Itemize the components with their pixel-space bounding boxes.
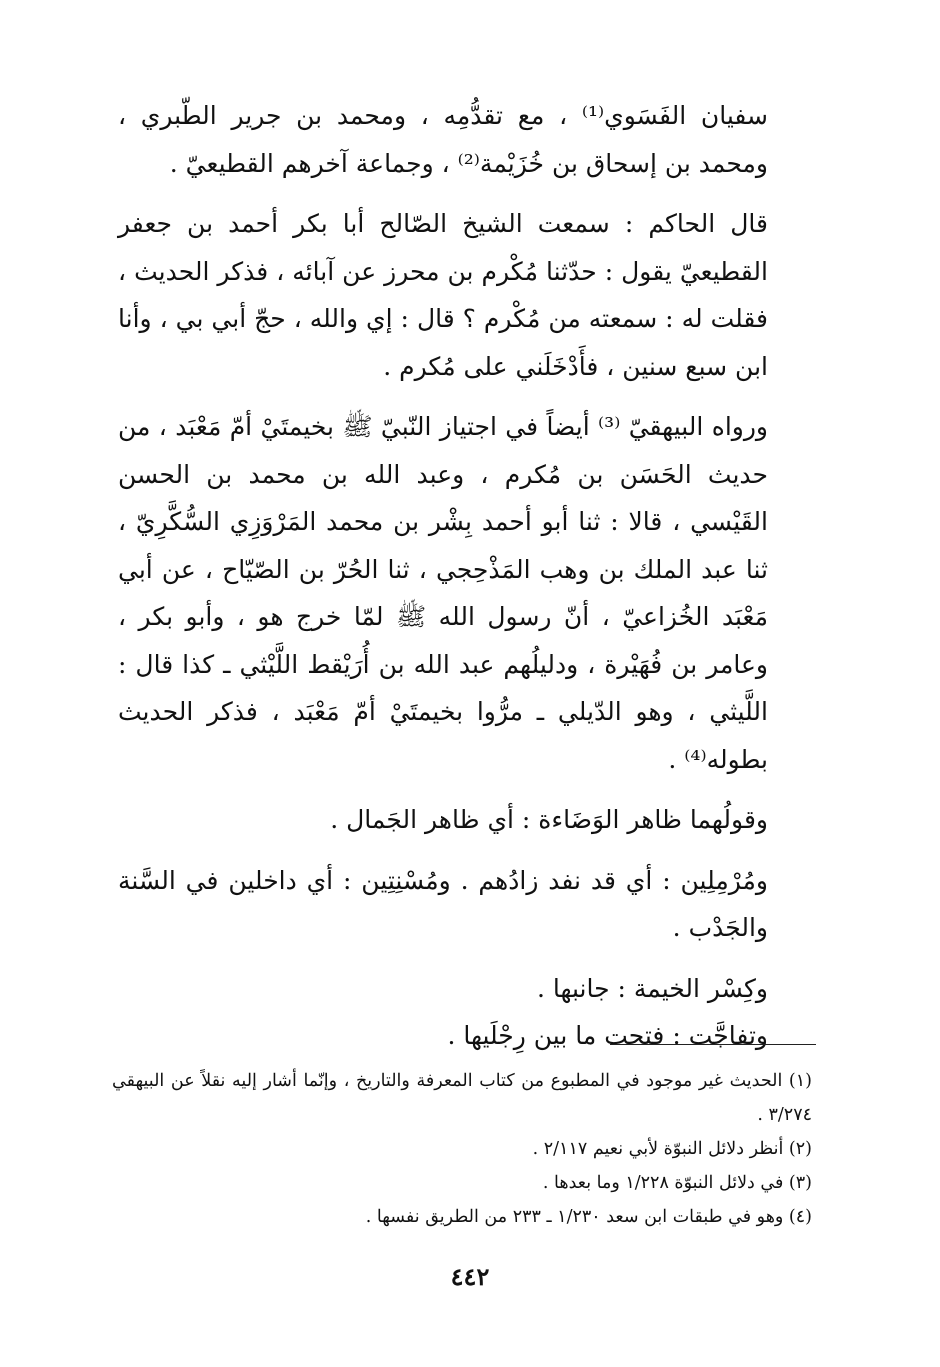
paragraph-4: وقولُهما ظاهر الوَضَاءة : أي ظاهر الجَمال . — [330, 805, 768, 834]
footnote-4: (٤) وهو في طبقات ابن سعد ١/٢٣٠ ـ ٢٣٣ من الطريق نفسها . — [365, 1207, 812, 1227]
footnote-1: (١) الحديث غير موجود في المطبوع من كتاب المعرفة والتاريخ ، وإنّما أشار إليه نقلاً عن البيهقي ٣/٢٧٤ . — [112, 1071, 812, 1125]
paragraph-3: ورواه البيهقيّ ⁽³⁾ أيضاً في اجتياز النّبيّ ﷺ بخيمتَيْ أمّ مَعْبَد ، من حديث الحَسَن بن مُكرم ، وعبد الله بن محمد بن الحسن القَيْسي ، قالا : ثنا أبو أحمد بِشْر بن محمد المَرْوَزِي السُّكَّرِيّ ، ثنا عبد الملك بن وهب المَذْحِجي ، ثنا الحُرّ بن الصّيّاح ، عن أبي مَعْبَد الخُزاعيّ ، أنّ رسول الله ﷺ لمّا خرج هو ، وأبو بكر ، وعامر بن فُهَيْرة ، ودليلُهم عبد الله بن أُرَيْقط اللَّيْثي ـ كذا قال : اللَّيثي ، وهو الدّيلي ـ مرُّوا بخيمتَيْ أمّ مَعْبَد ، فذكر الحديث بطوله⁽⁴⁾ . — [118, 412, 768, 774]
paragraph-1: سفيان الفَسَوي⁽¹⁾ ، مع تقدُّمِه ، ومحمد بن جرير الطّبري ، ومحمد بن إسحاق بن خُزَيْمة⁽²⁾ ، وجماعة آخرهم القطيعيّ . — [118, 101, 768, 178]
footnote-divider — [610, 1044, 816, 1045]
footnote-2: (٢) أنظر دلائل النبوّة لأبي نعيم ٢/١١٧ . — [532, 1139, 812, 1159]
paragraph-6: وكِسْر الخيمة : جانبها . — [536, 973, 768, 1003]
paragraph-2: قال الحاكم : سمعت الشيخ الصّالح أبا بكر أحمد بن جعفر القطيعيّ يقول : حدّثنا مُكْرم بن محرز عن آبائه ، فذكر الحديث ، فقلت له : سمعته من مُكْرم ؟ قال : إي والله ، حجّ أبي بي ، وأنا ابن سبع سنين ، فأَدْخَلَني على مُكرم . — [118, 209, 768, 381]
paragraph-5: ومُرْمِلِين : أي قد نفد زادُهم . ومُسْنِتِين : أي داخلين في السَّنة والجَدْب . — [118, 865, 768, 942]
footnotes — [112, 1064, 812, 1234]
page-number: ٤٤٢ — [450, 1262, 490, 1291]
paragraph-7: وتفاجَّت : فتحت ما بين رِجْلَيها . — [447, 1021, 768, 1050]
footnote-3: (٣) في دلائل النبوّة ١/٢٢٨ وما بعدها . — [542, 1173, 812, 1193]
main-text — [118, 92, 818, 1060]
